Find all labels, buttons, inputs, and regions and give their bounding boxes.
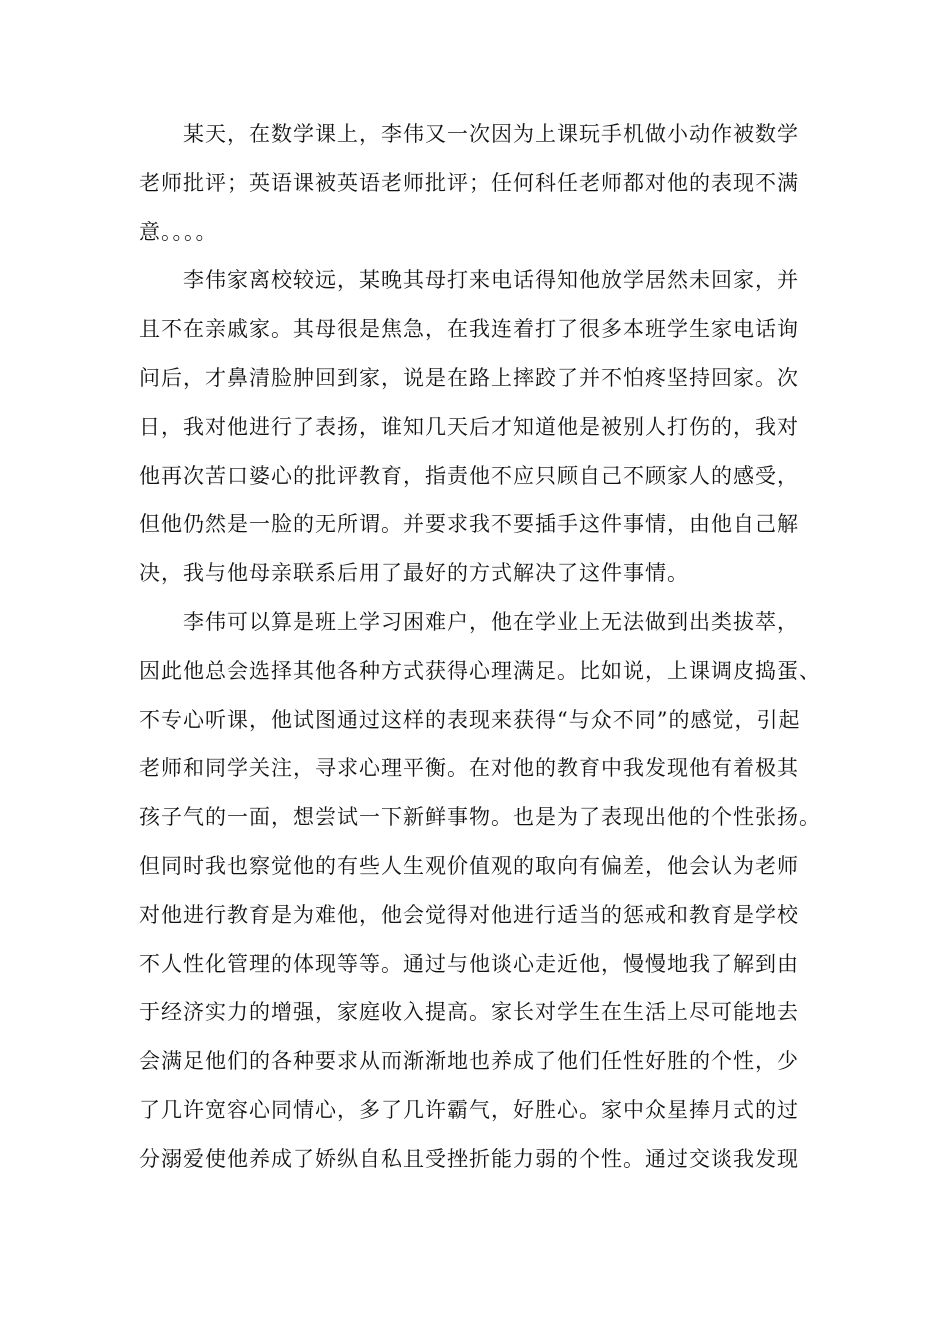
paragraph-2 [139, 256, 819, 598]
text-line: 老师批评；英语课被英语老师批评；任何科任老师都对他的表现不满 [139, 170, 799, 195]
text-line: 不专心听课，他试图通过这样的表现来获得“与众不同”的感觉，引起 [139, 707, 801, 732]
text-line: 某天，在数学课上，李伟又一次因为上课玩手机做小动作被数学 [183, 122, 799, 146]
text-line: 对他进行教育是为难他，他会觉得对他进行适当的惩戒和教育是学校 [139, 902, 799, 927]
text-line: 老师和同学关注，寻求心理平衡。在对他的教育中我发现他有着极其 [139, 756, 799, 781]
text-line: 孩子气的一面，想尝试一下新鲜事物。也是为了表现出他的个性张扬。 [139, 805, 821, 830]
text-line: 他再次苦口婆心的批评教育，指责他不应只顾自己不顾家人的感受， [139, 463, 799, 488]
text-line: 于经济实力的增强，家庭收入提高。家长对学生在生活上尽可能地去 [139, 1000, 799, 1025]
document-body [139, 110, 819, 1184]
text-line: 分溺爱使他养成了娇纵自私且受挫折能力弱的个性。通过交谈我发现 [139, 1146, 799, 1171]
text-line: 了几许宽容心同情心，多了几许霸气，好胜心。家中众星捧月式的过 [139, 1097, 799, 1122]
text-line: 但同时我也察觉他的有些人生观价值观的取向有偏差，他会认为老师 [139, 853, 799, 878]
text-line: 日，我对他进行了表扬，谁知几天后才知道他是被别人打伤的，我对 [139, 414, 799, 439]
text-line: 会满足他们的各种要求从而渐渐地也养成了他们任性好胜的个性，少 [139, 1049, 799, 1074]
text-line: 李伟家离校较远，某晚其母打来电话得知他放学居然未回家，并 [183, 268, 799, 293]
text-line: 问后，才鼻清脸肿回到家，说是在路上摔跤了并不怕疼坚持回家。次 [139, 365, 799, 390]
paragraph-1 [139, 110, 819, 256]
text-line: 因此他总会选择其他各种方式获得心理满足。比如说，上课调皮捣蛋、 [139, 658, 821, 683]
text-line: 决，我与他母亲联系后用了最好的方式解决了这件事情。 [139, 561, 689, 586]
text-line: 李伟可以算是班上学习困难户，他在学业上无法做到出类拔萃， [183, 609, 799, 634]
text-line: 不人性化管理的体现等等。通过与他谈心走近他，慢慢地我了解到由 [139, 951, 799, 976]
text-line: 且不在亲戚家。其母很是焦急，在我连着打了很多本班学生家电话询 [139, 317, 799, 342]
text-line: 意。。。。 [139, 219, 218, 244]
text-line: 但他仍然是一脸的无所谓。并要求我不要插手这件事情，由他自己解 [139, 512, 799, 537]
paragraph-3 [139, 598, 819, 1184]
